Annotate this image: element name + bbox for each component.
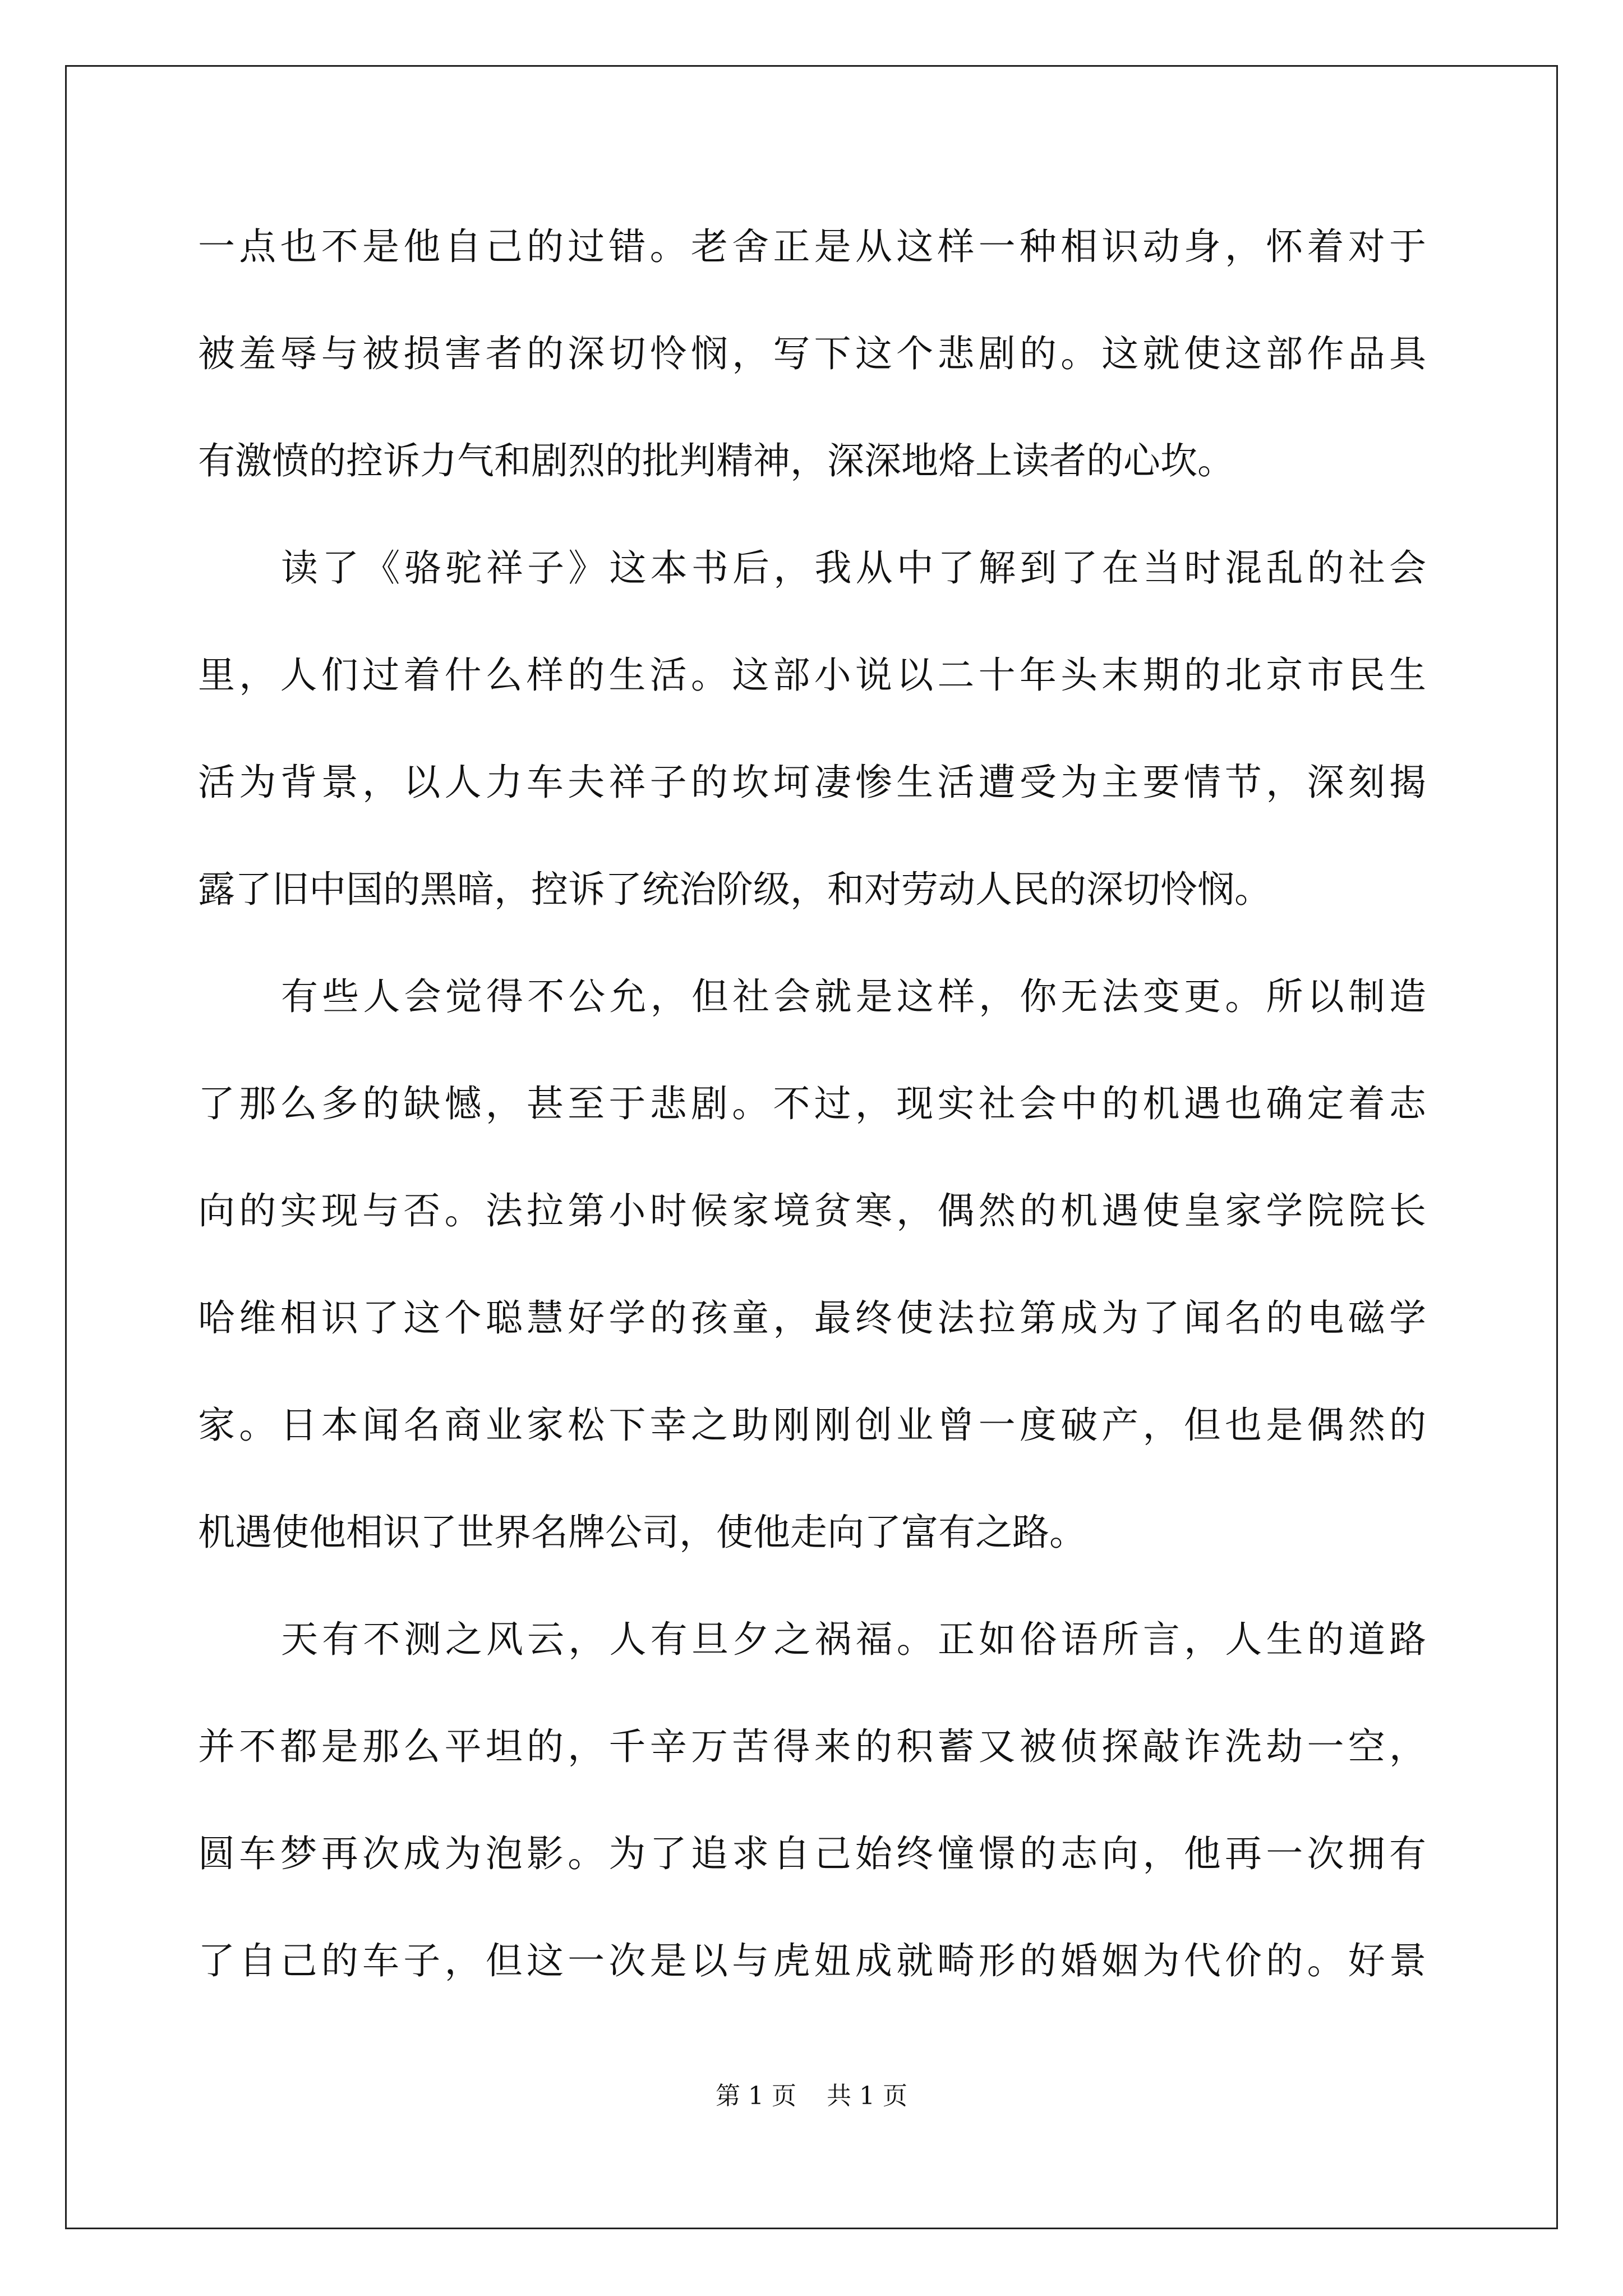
text-line: 家。日本闻名商业家松下幸之助刚刚创业曾一度破产，但也是偶然的: [198, 1404, 1426, 1447]
text-line: 读了《骆驼祥子》这本书后，我从中了解到了在当时混乱的社会: [281, 546, 1426, 590]
page-total: 共 1 页: [827, 2082, 907, 2110]
text-line: 机遇使他相识了世界名牌公司，使他走向了富有之路。: [198, 1511, 1086, 1554]
text-line: 天有不测之风云，人有旦夕之祸福。正如俗语所言，人生的道路: [281, 1618, 1426, 1661]
text-line: 被羞辱与被损害者的深切怜悯，写下这个悲剧的。这就使这部作品具: [198, 332, 1426, 375]
text-line: 了那么多的缺憾，甚至于悲剧。不过，现实社会中的机遇也确定着志: [198, 1082, 1426, 1125]
page-number: 第 1 页: [716, 2082, 796, 2110]
text-line: 活为背景，以人力车夫祥子的坎坷凄惨生活遭受为主要情节，深刻揭: [198, 761, 1426, 804]
text-line: 有激愤的控诉力气和剧烈的批判精神，深深地烙上读者的心坎。: [198, 439, 1234, 482]
text-line: 哈维相识了这个聪慧好学的孩童，最终使法拉第成为了闻名的电磁学: [198, 1296, 1426, 1340]
document-body: [198, 213, 1426, 2035]
text-line: 里，人们过着什么样的生活。这部小说以二十年头末期的北京市民生: [198, 654, 1426, 697]
text-line: 一点也不是他自己的过错。老舍正是从这样一种相识动身，怀着对于: [198, 225, 1426, 268]
page-footer: [0, 2076, 1623, 2111]
text-line: 了自己的车子，但这一次是以与虎妞成就畸形的婚姻为代价的。好景: [198, 1939, 1426, 1982]
text-line: 圆车梦再次成为泡影。为了追求自己始终憧憬的志向，他再一次拥有: [198, 1832, 1426, 1875]
text-line: 有些人会觉得不公允，但社会就是这样，你无法变更。所以制造: [281, 975, 1426, 1018]
text-line: 向的实现与否。法拉第小时候家境贫寒，偶然的机遇使皇家学院院长: [198, 1189, 1426, 1232]
text-line: 并不都是那么平坦的，千辛万苦得来的积蓄又被侦探敲诈洗劫一空，: [198, 1725, 1426, 1768]
text-line: 露了旧中国的黑暗，控诉了统治阶级，和对劳动人民的深切怜悯。: [198, 868, 1271, 911]
